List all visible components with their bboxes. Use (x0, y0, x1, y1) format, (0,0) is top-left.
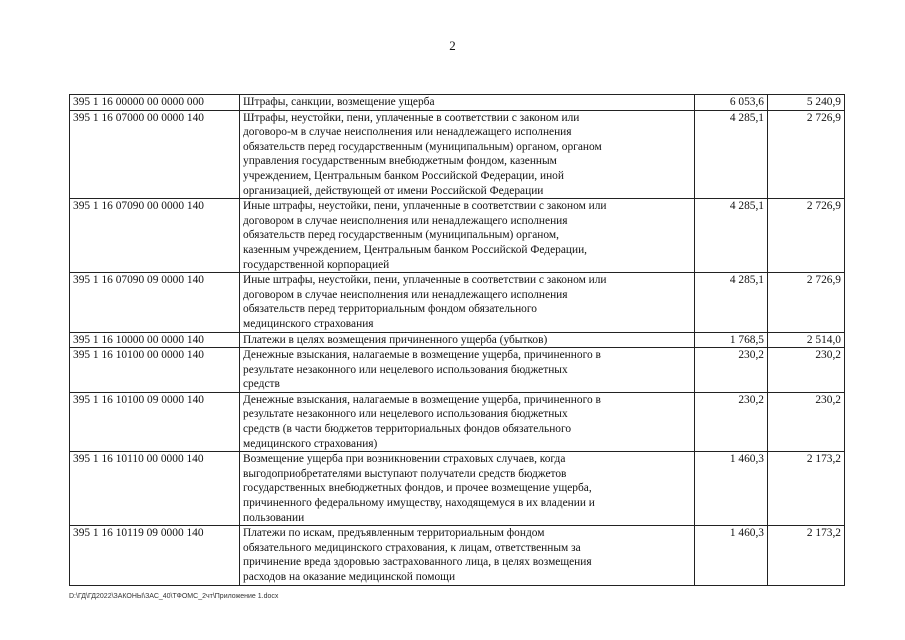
income-name-line: средств (243, 378, 280, 391)
income-name-line: расходов на оказание медицинской помощи (243, 571, 456, 583)
income-name-cell (240, 110, 695, 199)
amount-cell-first: 1 460,3 (695, 526, 768, 585)
table-row (70, 332, 845, 348)
income-name-line: медицинского страхования (243, 317, 374, 330)
income-name-line: учреждением, Центральным банком Российской Федерации, иной (243, 169, 564, 182)
income-name-line: пользовании (243, 511, 305, 524)
table-row (70, 110, 845, 199)
budget-code-cell: 395 1 16 00000 00 0000 000 (70, 95, 240, 111)
budget-code-cell: 395 1 16 10110 00 0000 140 (70, 452, 240, 526)
income-name-line: выгодоприобретателями выступают получатели средств бюджетов (243, 467, 567, 480)
amount-cell-first: 230,2 (695, 392, 768, 451)
income-name-cell (240, 273, 695, 332)
income-name-line: Штрафы, санкции, возмещение ущерба (243, 96, 435, 108)
income-name-line: результате незаконного или нецелевого использования бюджетных (243, 408, 568, 421)
budget-code-cell: 395 1 16 07090 09 0000 140 (70, 273, 240, 332)
income-name-line: медицинского страхования) (243, 437, 378, 450)
income-name-line: причинение вреда здоровью застрахованного лица, в целях возмещения (243, 556, 592, 569)
income-name-line: обязательств перед государственным (муниципальным) органом, органом (243, 140, 602, 153)
income-name-line: государственных внебюджетных фондов, и прочее возмещение ущерба, (243, 482, 592, 495)
income-name-line: Платежи в целях возмещения причиненного ущерба (убытков) (243, 333, 548, 346)
amount-cell-first: 1 460,3 (695, 452, 768, 526)
income-name-line: причиненного федеральному имуществу, находящемуся в их владении и (243, 497, 595, 510)
income-name-cell (240, 199, 695, 273)
amount-cell-first: 4 285,1 (695, 199, 768, 273)
table-row (70, 273, 845, 332)
income-name-line: договоро-м в случае неисполнения или ненадлежащего исполнения (243, 126, 572, 139)
table-row (70, 452, 845, 526)
income-name-line: организацией, действующей от имени Российской Федерации (243, 184, 544, 197)
income-name-line: государственной корпорацией (243, 258, 390, 271)
income-name-cell (240, 452, 695, 526)
amount-cell-second: 230,2 (768, 392, 845, 451)
income-name-line: Платежи по искам, предъявленным территориальным фондом (243, 527, 545, 540)
amount-cell-second: 2 514,0 (768, 332, 845, 348)
table-row (70, 199, 845, 273)
amount-cell-second: 2 726,9 (768, 273, 845, 332)
amount-cell-second: 5 240,9 (768, 95, 845, 111)
budget-code-cell: 395 1 16 07090 00 0000 140 (70, 199, 240, 273)
amount-cell-first: 1 768,5 (695, 332, 768, 348)
income-name-line: Иные штрафы, неустойки, пени, уплаченные в соответствии с законом или (243, 200, 607, 213)
budget-code-cell: 395 1 16 10100 00 0000 140 (70, 348, 240, 393)
budget-table (69, 94, 845, 586)
income-name-line: договором в случае неисполнения или ненадлежащего исполнения (243, 288, 568, 301)
table-row (70, 392, 845, 451)
income-name-line: Иные штрафы, неустойки, пени, уплаченные в соответствии с законом или (243, 274, 607, 287)
income-name-line: результате незаконного или нецелевого использования бюджетных (243, 363, 568, 376)
income-name-line: Возмещение ущерба при возникновении страховых случаев, когда (243, 453, 566, 466)
footer-file-path: D:\ГД\ГД2022\ЗАКОНЫ\ЗАС_40\ТФОМС_2чт\Приложение 1.docx (69, 593, 279, 600)
income-name-line: Денежные взыскания, налагаемые в возмещение ущерба, причиненного в (243, 349, 601, 362)
table-row (70, 95, 845, 111)
income-name-line: обязательств перед государственным (муниципальным) органом, (243, 229, 559, 242)
income-name-line: Штрафы, неустойки, пени, уплаченные в соответствии с законом или (243, 111, 580, 124)
page-number: 2 (449, 38, 456, 53)
income-name-line: казенным учреждением, Центральным банком Российской Федерации, (243, 243, 588, 256)
amount-cell-second: 230,2 (768, 348, 845, 393)
income-name-line: обязательств перед территориальным фондом обязательного (243, 303, 537, 316)
income-name-line: средств (в части бюджетов территориальных фондов обязательного (243, 423, 572, 436)
budget-code-cell: 395 1 16 10000 00 0000 140 (70, 332, 240, 348)
amount-cell-first: 4 285,1 (695, 110, 768, 199)
amount-cell-first: 230,2 (695, 348, 768, 393)
amount-cell-first: 4 285,1 (695, 273, 768, 332)
budget-code-cell: 395 1 16 07000 00 0000 140 (70, 110, 240, 199)
amount-cell-second: 2 173,2 (768, 526, 845, 585)
income-name-cell (240, 526, 695, 585)
income-name-cell (240, 392, 695, 451)
amount-cell-first: 6 053,6 (695, 95, 768, 111)
income-name-cell (240, 332, 695, 348)
budget-code-cell: 395 1 16 10119 09 0000 140 (70, 526, 240, 585)
amount-cell-second: 2 726,9 (768, 110, 845, 199)
amount-cell-second: 2 173,2 (768, 452, 845, 526)
income-name-cell (240, 95, 695, 111)
income-name-line: договором в случае неисполнения или ненадлежащего исполнения (243, 214, 568, 227)
income-name-line: Денежные взыскания, налагаемые в возмещение ущерба, причиненного в (243, 393, 601, 406)
amount-cell-second: 2 726,9 (768, 199, 845, 273)
income-name-cell (240, 348, 695, 393)
table-row (70, 348, 845, 393)
income-name-line: управления государственным внебюджетным фондом, казенным (243, 155, 557, 168)
table-row (70, 526, 845, 585)
budget-code-cell: 395 1 16 10100 09 0000 140 (70, 392, 240, 451)
income-name-line: обязательного медицинского страхования, к лицам, ответственным за (243, 541, 581, 554)
